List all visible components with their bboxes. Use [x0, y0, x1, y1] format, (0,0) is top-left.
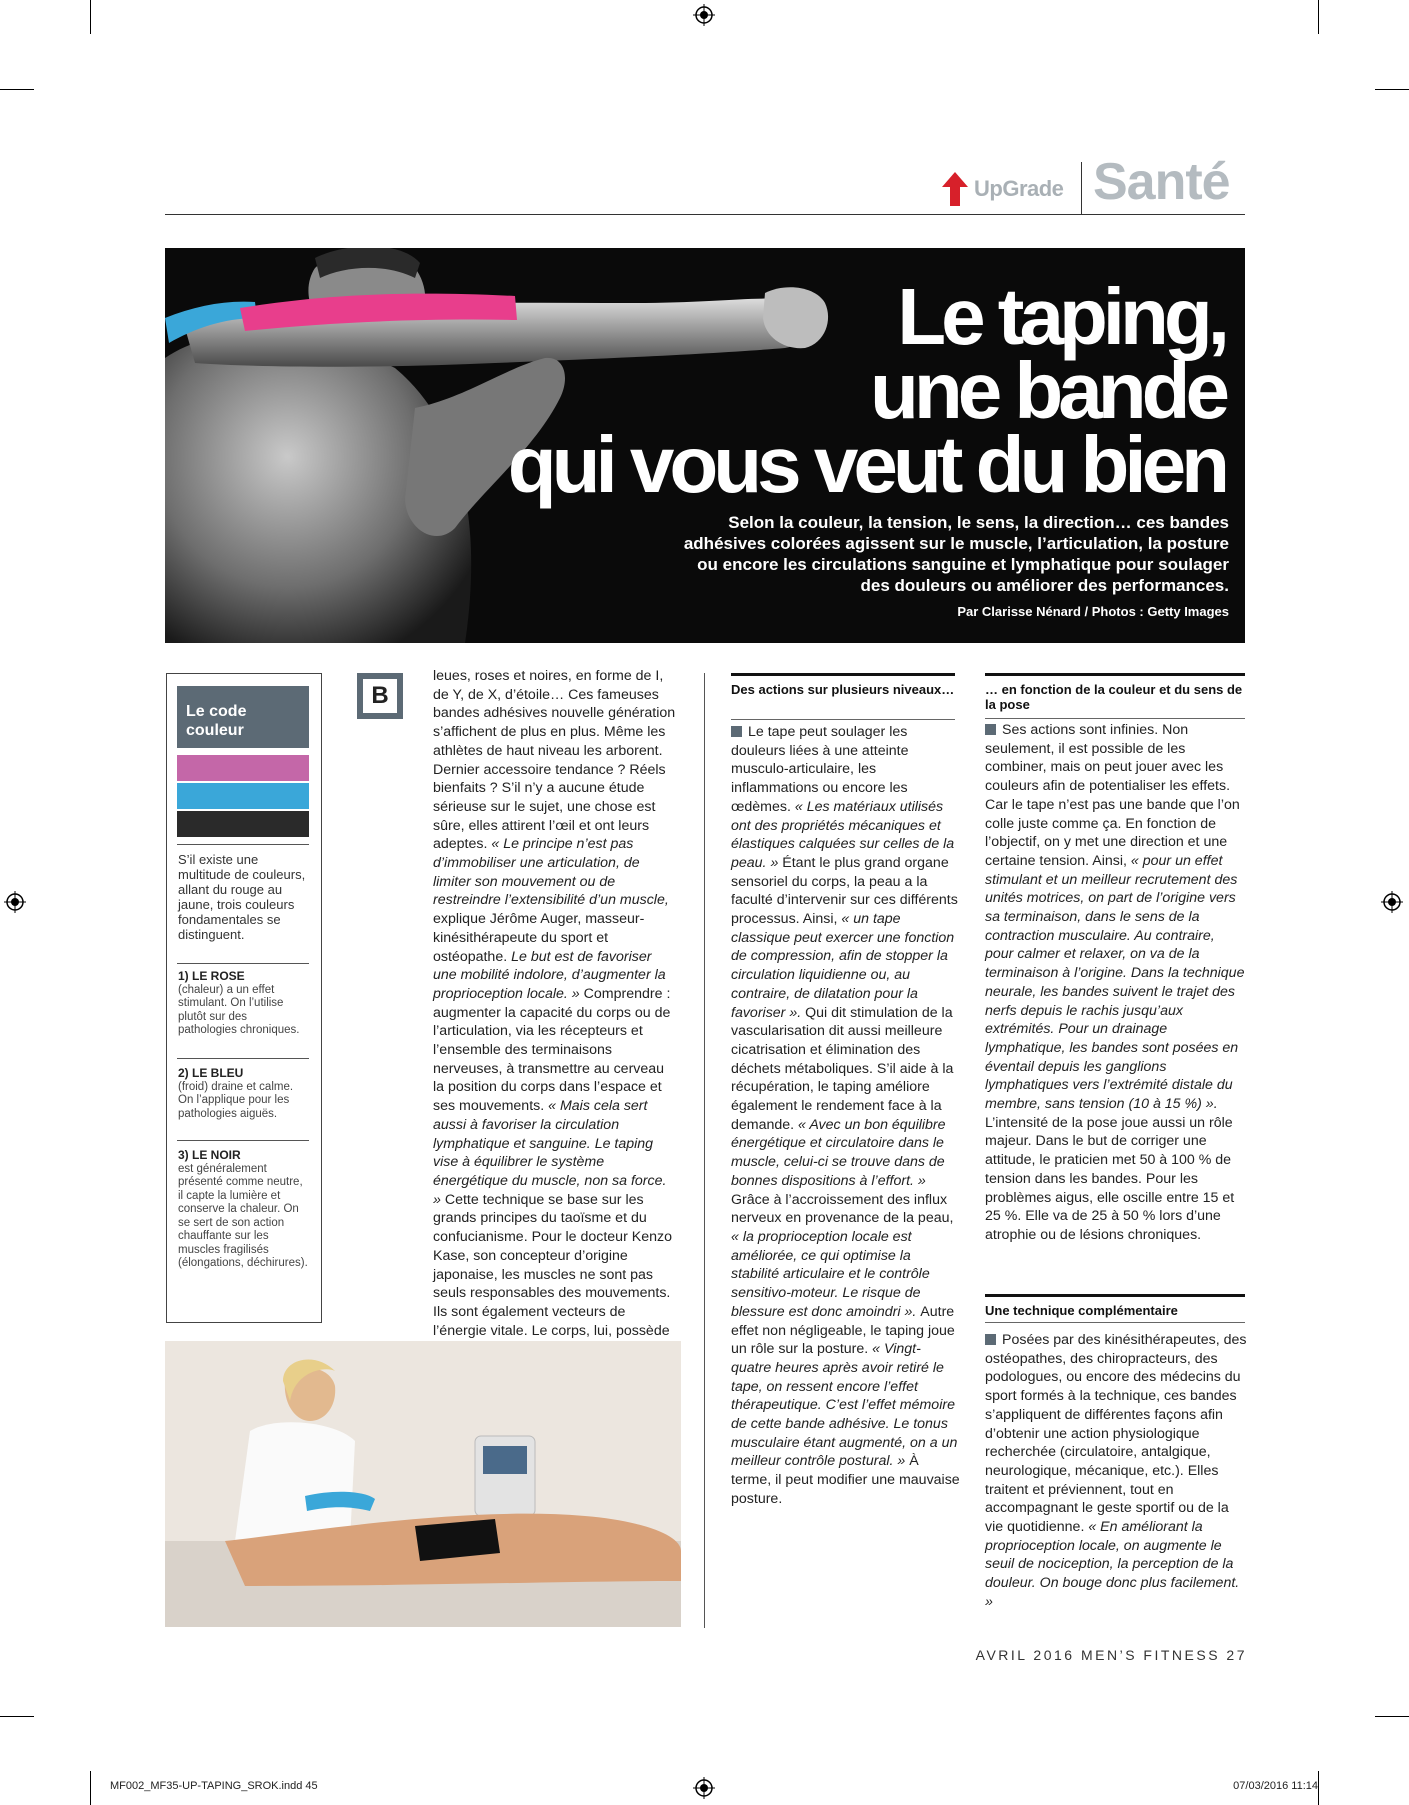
bullet-marker — [985, 724, 996, 735]
title-line: qui vous veut du bien — [507, 420, 1225, 509]
sidebar-intro: S’il existe une multitude de couleurs, allant du rouge au jaune, trois couleurs fondamentales se distinguent. — [178, 852, 306, 942]
body-column-3 — [985, 721, 1247, 1245]
heading-underline — [731, 719, 955, 720]
title-line: une bande — [869, 346, 1225, 435]
registration-mark-icon — [1381, 891, 1403, 913]
crop-mark — [0, 89, 34, 90]
column-3b-text — [985, 1331, 1247, 1612]
text-run: « Mais cela sert aussi à favoriser la circulation lymphatique et sanguine. Le taping vise à équilibrer le système énergétique du muscle, non sa force. » — [433, 1098, 667, 1208]
color-item-black — [178, 1149, 308, 1271]
body-column-2 — [731, 723, 961, 1509]
text-run: Le tape peut soulager les douleurs liées à une atteinte musculo-articulaire, les inflammations ou encore les œdèmes. — [731, 724, 909, 815]
text-run: « Le principe n’est pas d’immobiliser une articulation, de limiter son mouvement ou de restreindre l’extensibilité d’un muscle, — [433, 836, 669, 909]
drop-cap-letter: B — [363, 679, 397, 713]
crop-mark — [1375, 1716, 1409, 1717]
column-2-text — [731, 723, 961, 1509]
text-run: Ses actions sont infinies. Non seulement, il est possible de les combiner, mais on peut jouer avec les couleurs afin de potentialiser les effets. Car le tape n’est pas une bande que l’on colle juste comme ça. En fonction de l’objectif, on y met une direction et une certaine tension. Ainsi, — [985, 722, 1240, 869]
text-run: Le but est de favoriser une mobilité indolore, d’augmenter la proprioception locale. » — [433, 948, 666, 1002]
section-title: Santé — [1093, 153, 1230, 211]
body-column-1 — [357, 667, 677, 1453]
crop-mark — [0, 1716, 34, 1717]
column-3-text — [985, 721, 1247, 1245]
date-slug: 07/03/2016 11:14 — [1233, 1780, 1318, 1792]
text-run: « Les matériaux utilisés ont des propriétés mécaniques et élastiques calquées sur celles de la peau. » — [731, 798, 955, 871]
black-swatch — [177, 811, 309, 837]
column-2-heading: Des actions sur plusieurs niveaux… — [731, 673, 955, 697]
color-item-blue — [178, 1067, 308, 1121]
registration-mark-icon — [693, 1777, 715, 1799]
brand-label: UpGrade — [974, 176, 1064, 201]
sidebar-title: Le code couleur — [186, 703, 247, 739]
color-item-text: (chaleur) a un effet stimulant. On l’utilise plutôt sur des pathologies chroniques. — [178, 983, 300, 1036]
color-code-sidebar — [166, 673, 322, 1323]
column-3-heading: … en fonction de la couleur et du sens de la pose — [985, 673, 1245, 712]
article-deck: Selon la couleur, la tension, le sens, la direction… ces bandes adhésives colorées agissent sur le muscle, l’articulation, la posture ou encore les circulations sanguine et lymphatique pour soulager des douleurs ou améliorer des performances. — [683, 513, 1229, 595]
hero-banner — [165, 248, 1245, 643]
text-run: L’intensité de la pose joue aussi un rôle majeur. Dans le but de corriger une attitude, le praticien met 50 à 100 % de tension dans les bandes. Pour les problèmes aigus, elle oscille entre 15 et 25 %. Elle va de 25 à 50 % lors d’une atrophie ou de lésions chroniques. — [985, 1114, 1235, 1243]
text-run: « la proprioception locale est améliorée, ce qui optimise la stabilité articulaire et le contrôle sensitivo-moteur. Le risque de blessure est donc amoindri ». — [731, 1228, 930, 1320]
up-arrow-icon — [940, 170, 970, 208]
text-run: « Vingt-quatre heures après avoir retiré le tape, on ressent encore l’effet thérapeutique. C’est l’effet mémoire de cette bande adhésive. Le tonus musculaire étant augmenté, on a un meilleur contrôle postural. » — [731, 1341, 958, 1470]
text-run: Étant le plus grand organe sensoriel du corps, la peau a la faculté d’intervenir sur ces différents processus. Ainsi, — [731, 854, 958, 928]
color-item-label: 1) LE ROSE — [178, 969, 245, 983]
article-title — [507, 272, 1225, 509]
page-folio: AVRIL 2016 MEN’S FITNESS 27 — [975, 1647, 1247, 1663]
text-run: « En améliorant la proprioception locale, on augmente le seuil de nociception, la perception de la douleur. On bouge donc plus facilement. » — [985, 1519, 1240, 1610]
text-run: Cette technique se base sur les grands principes du taoïsme et du confucianisme. Pour le docteur Kenzo Kase, son concepteur d’origine japonaise, les muscles ne sont pas seuls responsables des mouvements. Ils sont également vecteurs de l’énergie vitale. Le corps, lui, possède — [433, 1191, 672, 1339]
text-run: Grâce à l’accroissement des influx nerveux en provenance de la peau, — [731, 1191, 954, 1227]
crop-mark — [1375, 89, 1409, 90]
sidebar-title-box — [177, 686, 309, 748]
color-item-text: est généralement présenté comme neutre, il capte la lumière et conserve la chaleur. On se sert de son action chauffante sur les muscles fragilisés (élongations, déchirures). — [178, 1162, 308, 1269]
divider — [177, 844, 309, 845]
text-run: Comprendre : augmenter la capacité du corps ou de l’articulation, via les récepteurs et l’ensemble des terminaisons nerveuses, à transmettre au cerveau la position du corps dans l’espace et ses mouvements. — [433, 985, 671, 1115]
blue-swatch — [177, 783, 309, 809]
color-item-label: 3) LE NOIR — [178, 1148, 241, 1162]
text-run: « pour un effet stimulant et un meilleur recrutement des unités motrices, on part de l’origine vers sa terminaison, dans le sens de la contraction musculaire. Au contraire, pour calmer et relaxer, on va de la terminaison à l’origine. Dans la technique neurale, les bandes suivent le trajet des nerfs depuis le rachis jusqu’aux extrémités. Pour un drainage lymphatique, les bandes sont posées en éventail depuis les ganglions lymphatiques vers l’extrémité distale du membre, sans tension (10 à 15 %) ». — [985, 852, 1245, 1113]
registration-mark-icon — [693, 4, 715, 26]
color-item-text: (froid) draine et calme. On l’applique pour les pathologies aiguës. — [178, 1080, 294, 1120]
header-divider — [1081, 162, 1082, 214]
bullet-marker — [985, 1334, 996, 1345]
text-run: Posées par des kinésithérapeutes, des ostéopathes, des chiropracteurs, des podologues, ou encore des médecins du sport formés à la technique, ces bandes s’appliquent de différentes façons afin d’obtenir une action physiologique recherchée (circulatoire, antalgique, neurologique, mécanique, etc.). Elles traitent et préviennent, tout en accompagnant le geste sportif ou de la vie quotidienne. — [985, 1332, 1247, 1536]
heading-underline — [985, 718, 1245, 719]
title-line: Le taping, — [897, 272, 1225, 361]
bullet-marker — [731, 726, 742, 737]
upgrade-logo — [940, 170, 1063, 208]
divider — [177, 1140, 309, 1141]
divider — [177, 1058, 309, 1059]
pink-swatch — [177, 755, 309, 781]
color-item-label: 2) LE BLEU — [178, 1066, 244, 1080]
color-item-pink — [178, 970, 308, 1038]
intro-paragraph — [357, 667, 677, 1453]
text-run: explique Jérôme Auger, masseur-kinésithérapeute du sport et ostéopathe. — [433, 911, 645, 965]
registration-mark-icon — [4, 891, 26, 913]
crop-mark — [1318, 1771, 1319, 1805]
heading-underline — [985, 1322, 1245, 1323]
file-slug: MF002_MF35-UP-TAPING_SROK.indd 45 — [110, 1780, 318, 1792]
divider — [177, 963, 309, 964]
crop-mark — [90, 1771, 91, 1805]
text-run: leues, roses et noires, en forme de I, de Y, de X, d’étoile… Ces fameuses bandes adhésives nouvelle génération s’affichent de plus en plus. Même les athlètes de haut niveau les arborent. Dernier accessoire tendance ? Réels bienfaits ? S’il n’y a aucune étude sérieuse sur le sujet, une chose est sûre, elles attirent l’œil et ont leurs adeptes. — [433, 668, 676, 853]
crop-mark — [1318, 0, 1319, 34]
byline-credit: Par Clarisse Nénard / Photos : Getty Images — [957, 604, 1229, 619]
column-divider — [704, 673, 705, 1628]
body-column-3b — [985, 1331, 1247, 1612]
column-3-subheading: Une technique complémentaire — [985, 1294, 1245, 1318]
text-run: « Avec un bon équilibre énergétique et circulatoire dans le muscle, celui-ci se trouve dans de bonnes dispositions à l’effort. » — [731, 1116, 946, 1189]
crop-mark — [90, 0, 91, 34]
text-run: Autre effet non négligeable, le taping joue un rôle sur la posture. — [731, 1303, 955, 1358]
header-rule — [165, 214, 1245, 215]
therapist-photo-image — [165, 1341, 681, 1627]
text-run: À terme, il peut modifier une mauvaise posture. — [731, 1453, 960, 1507]
text-run: « un tape classique peut exercer une fonction de compression, afin de stopper la circulation liquidienne ou, au contraire, de dilatation pour la favoriser ». — [731, 911, 955, 1021]
therapist-photo — [165, 1341, 681, 1627]
text-run: Qui dit stimulation de la vascularisation dit aussi meilleure cicatrisation et élimination des déchets métaboliques. S’il aide à la récupération, le taping améliore également le rendement face à la demande. — [731, 1004, 954, 1133]
